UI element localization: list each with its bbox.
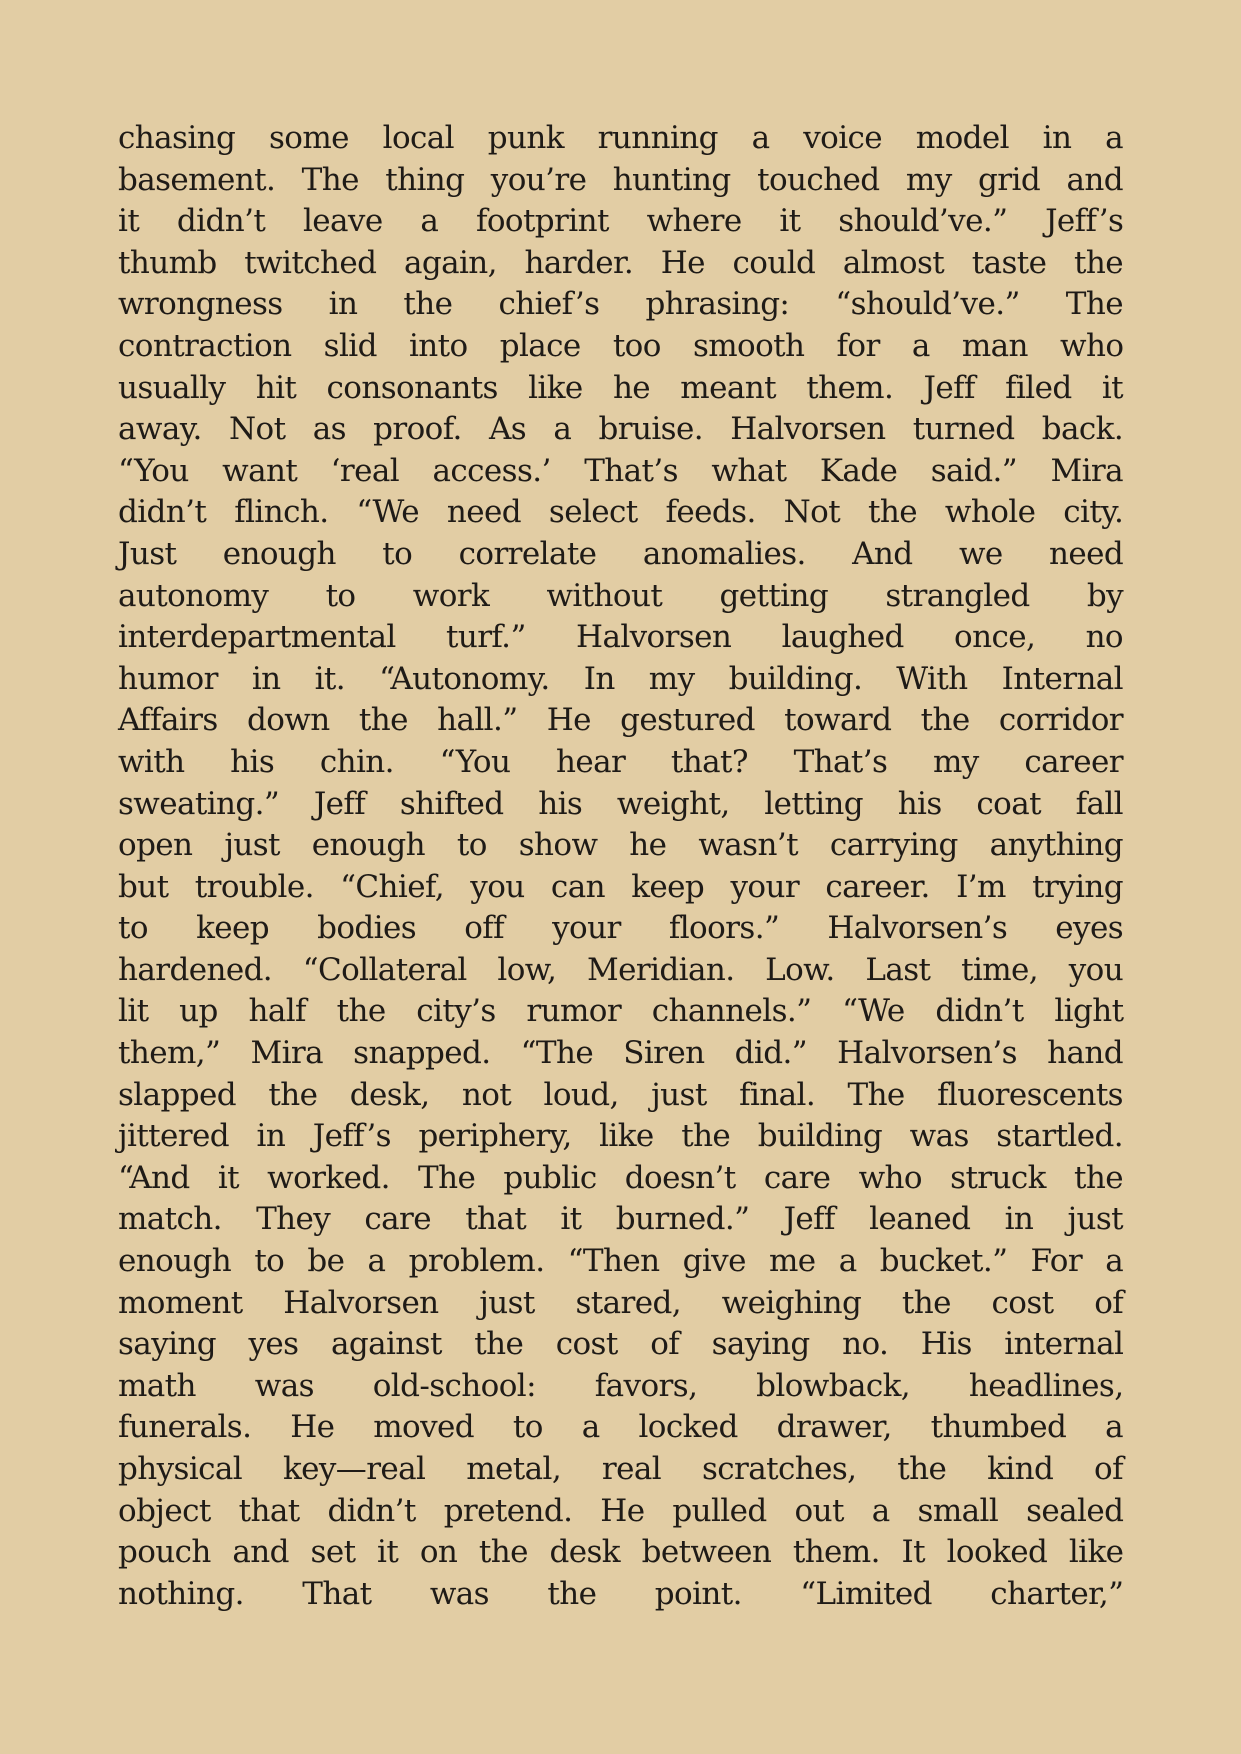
text-line: usually hit consonants like he meant them. Jeff filed it	[118, 369, 1123, 406]
text-line: basement. The thing you’re hunting touched my grid and	[118, 161, 1123, 198]
text-line: lit up half the city’s rumor channels.” “We didn’t light	[118, 993, 1124, 1030]
text-line: “And it worked. The public doesn’t care who struck the	[118, 1159, 1123, 1196]
text-line: Just enough to correlate anomalies. And we need	[118, 535, 1124, 572]
text-line: interdepartmental turf.” Halvorsen laughed once, no	[118, 619, 1123, 656]
text-line: but trouble. “Chief, you can keep your career. I’m trying	[118, 868, 1123, 905]
text-line: thumb twitched again, harder. He could almost taste the	[118, 244, 1123, 281]
text-line: sweating.” Jeff shifted his weight, letting his coat fall	[118, 785, 1123, 822]
text-line: match. They care that it burned.” Jeff leaned in just	[118, 1201, 1123, 1238]
text-line: Affairs down the hall.” He gestured toward the corridor	[118, 702, 1123, 739]
text-line: with his chin. “You hear that? That’s my career	[118, 743, 1123, 780]
text-line: open just enough to show he wasn’t carrying anything	[118, 827, 1123, 864]
text-line: pouch and set it on the desk between them. It looked like	[118, 1534, 1124, 1571]
text-line: slapped the desk, not loud, just final. The fluorescents	[118, 1076, 1123, 1113]
text-line: it didn’t leave a footprint where it should’ve.” Jeff’s	[118, 203, 1124, 240]
text-line: nothing. That was the point. “Limited charter,”	[118, 1575, 1124, 1612]
text-line: contraction slid into place too smooth for a man who	[118, 327, 1124, 364]
text-line: away. Not as proof. As a bruise. Halvorsen turned back.	[118, 411, 1124, 448]
text-line: saying yes against the cost of saying no. His internal	[118, 1326, 1124, 1363]
text-line: didn’t flinch. “We need select feeds. Not the whole city.	[118, 494, 1124, 531]
text-line: funerals. He moved to a locked drawer, thumbed a	[118, 1409, 1124, 1446]
text-line: jittered in Jeff’s periphery, like the building was startled.	[118, 1118, 1123, 1155]
text-line: chasing some local punk running a voice model in a	[118, 120, 1123, 156]
text-line: hardened. “Collateral low, Meridian. Low. Last time, you	[118, 951, 1124, 988]
body-text	[118, 118, 1123, 1615]
text-line: math was old-school: favors, blowback, headlines,	[118, 1367, 1124, 1404]
text-line: “You want ‘real access.’ That’s what Kade said.” Mira	[118, 452, 1123, 489]
text-line: moment Halvorsen just stared, weighing the cost of	[118, 1284, 1124, 1321]
text-line: autonomy to work without getting strangled by	[118, 577, 1123, 614]
text-line: humor in it. “Autonomy. In my building. With Internal	[118, 660, 1123, 697]
text-line: object that didn’t pretend. He pulled out a small sealed	[118, 1492, 1124, 1529]
text-line: to keep bodies off your floors.” Halvorsen’s eyes	[118, 910, 1123, 947]
text-line: enough to be a problem. “Then give me a bucket.” For a	[118, 1243, 1124, 1280]
text-line: wrongness in the chief’s phrasing: “should’ve.” The	[118, 286, 1123, 323]
text-line: physical key—real metal, real scratches, the kind of	[118, 1451, 1123, 1487]
text-line: them,” Mira snapped. “The Siren did.” Halvorsen’s hand	[118, 1035, 1123, 1072]
